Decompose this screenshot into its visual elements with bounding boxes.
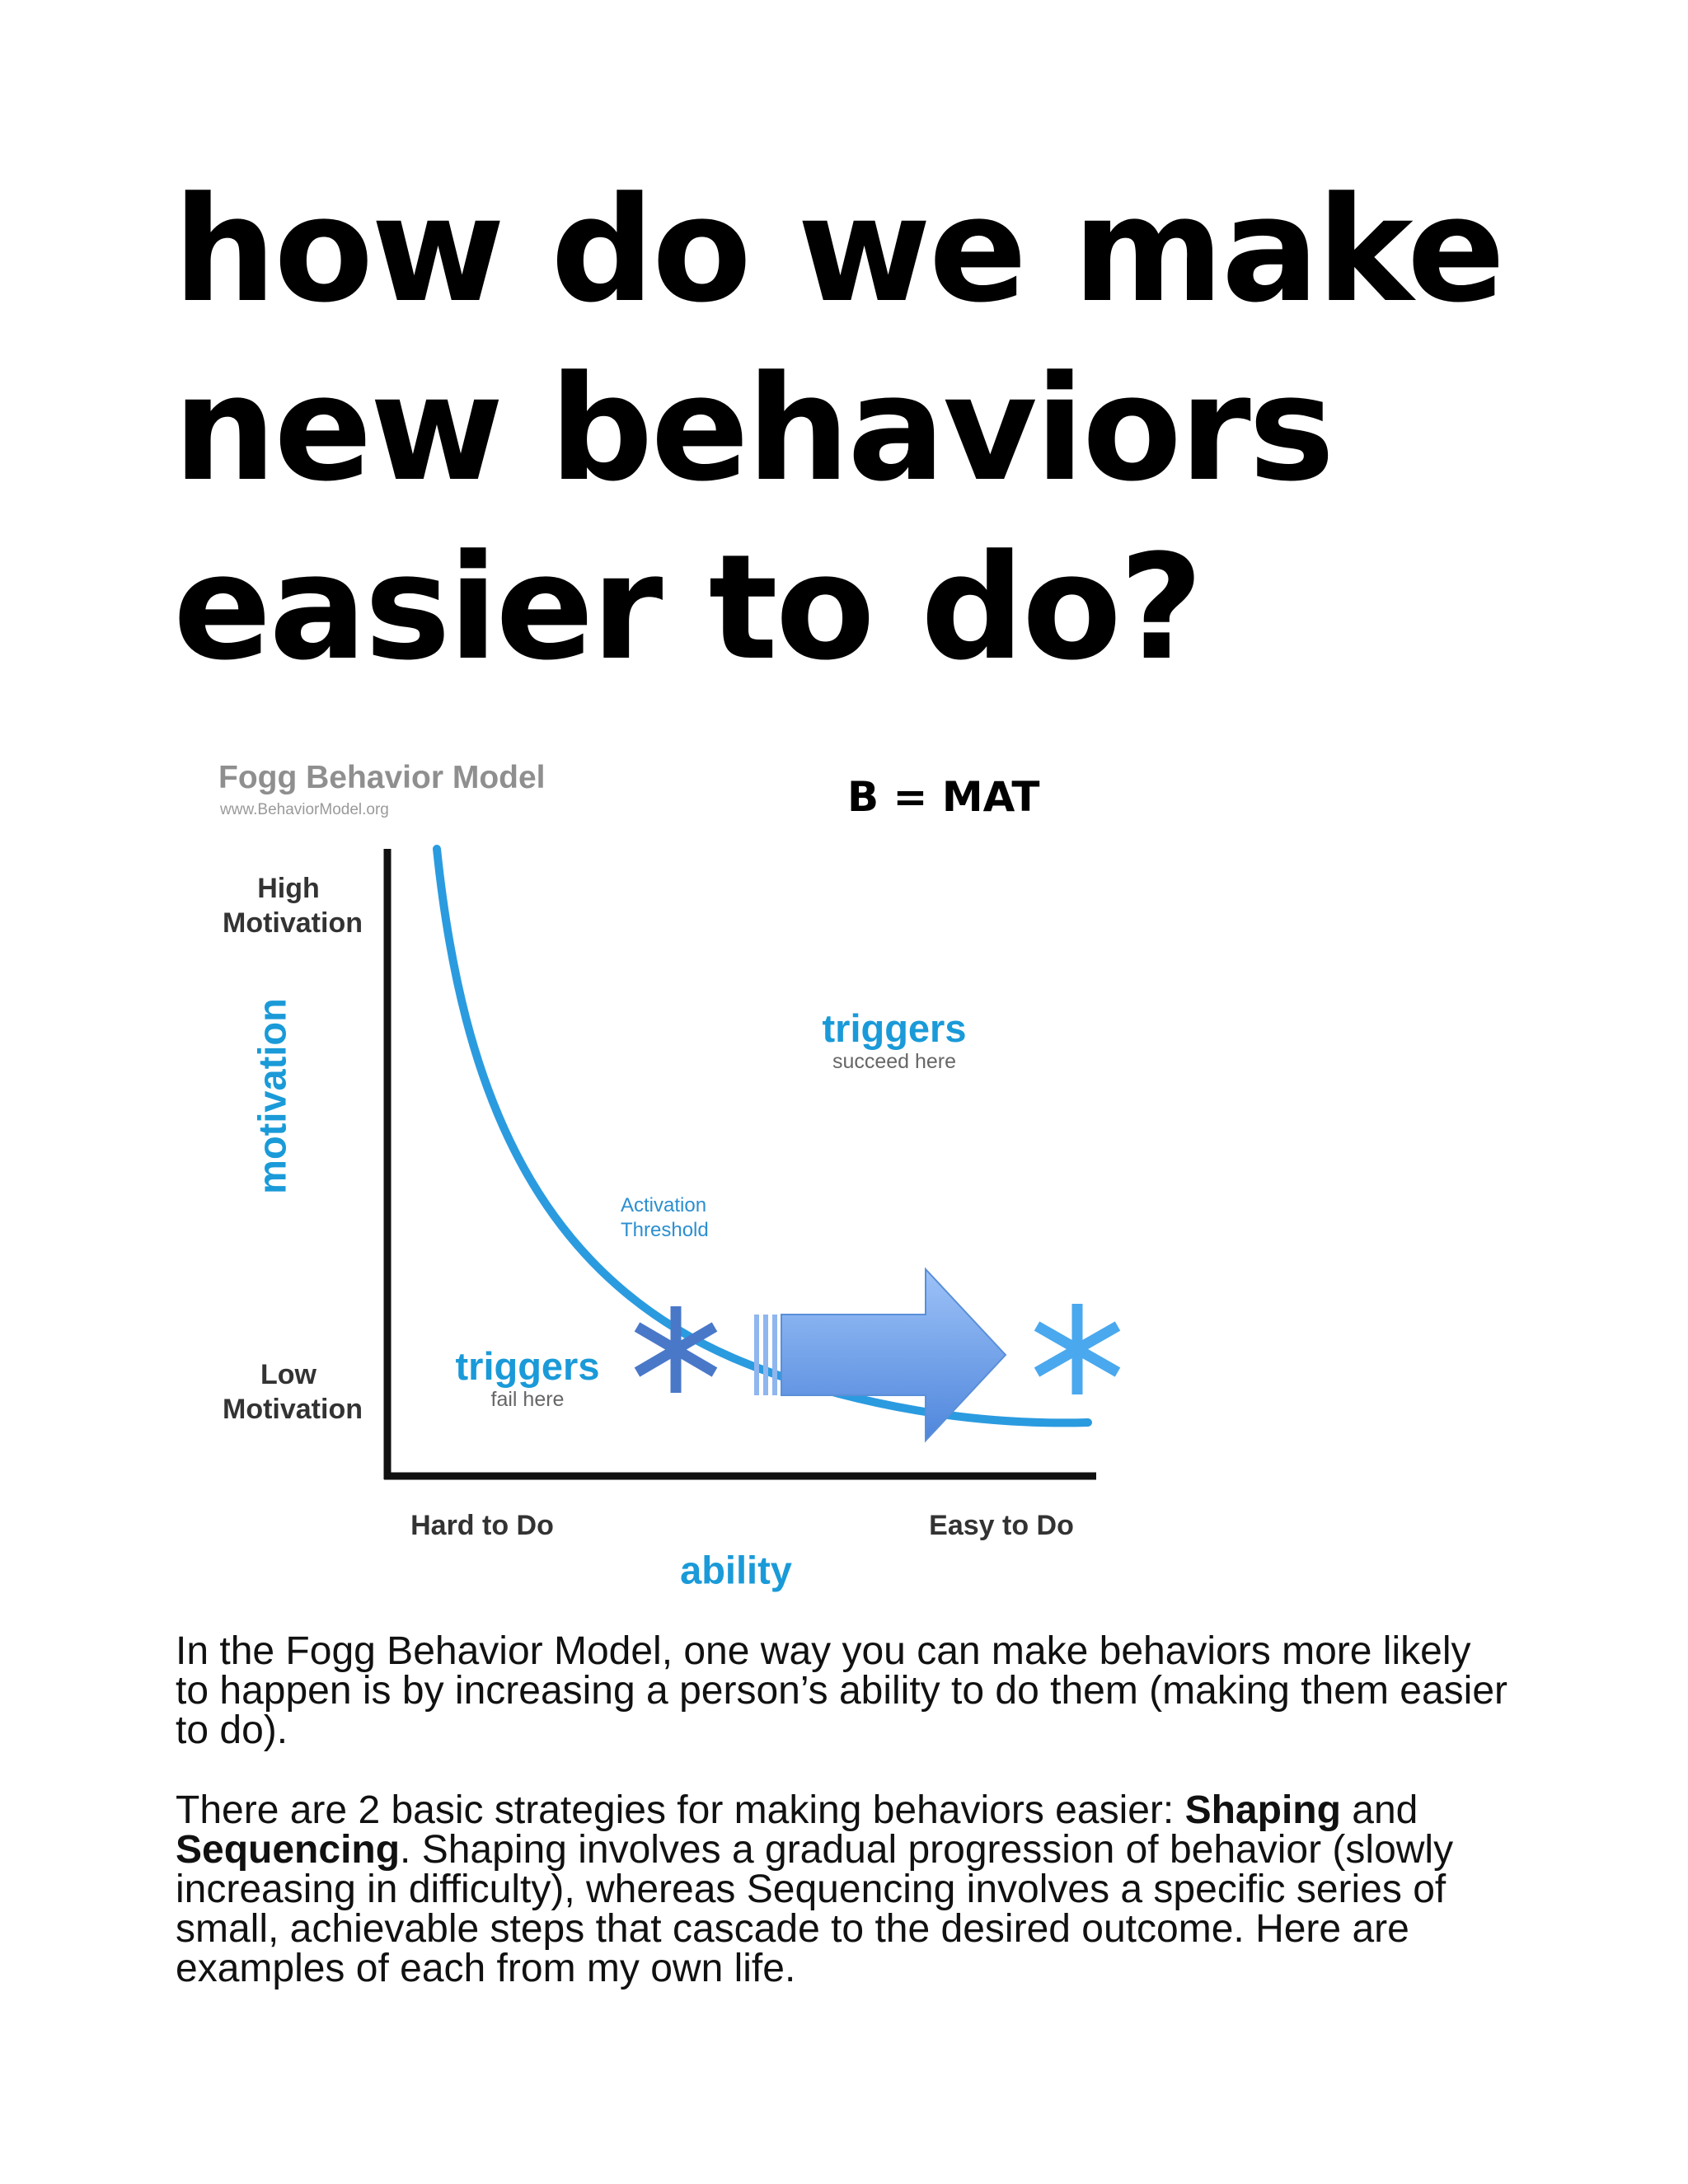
- shaping-term: Shaping: [1184, 1788, 1341, 1832]
- sequencing-term: Sequencing: [176, 1828, 401, 1872]
- asterisk-right-icon: [1037, 1304, 1118, 1394]
- formula: B = MAT: [847, 773, 1040, 821]
- x-axis-label: ability: [680, 1548, 792, 1592]
- paragraph-strategies: There are 2 basic strategies for making behaviors easier: Shaping and Sequencing. Shaping involves a gradual progression of behavior (slowly increasing in difficulty), whereas Sequencing involves a specific series of small, achievable steps that cascade to the desired outcome. Here are examples of each from my own life.: [176, 1788, 1454, 1990]
- triggers-succeed-sub: succeed here: [832, 1050, 957, 1073]
- fogg-diagram-graphic: [181, 742, 1146, 1574]
- model-url: www.BehaviorModel.org: [220, 801, 389, 818]
- paragraph-intro: In the Fogg Behavior Model, one way you can make behaviors more likely to happen is by increasing a person’s ability to do them (making them easier to do).: [176, 1629, 1507, 1752]
- fogg-behavior-model-figure: [181, 742, 1146, 1592]
- triggers-succeed-label: triggers: [822, 1006, 967, 1050]
- y-low-label: Low Motivation: [223, 1359, 363, 1425]
- triggers-fail-label: triggers: [455, 1344, 600, 1388]
- model-title: Fogg Behavior Model: [218, 760, 546, 795]
- asterisk-left-icon: [637, 1306, 715, 1393]
- title-line-1: how do we make: [173, 166, 1503, 335]
- y-axis-label: motivation: [250, 998, 294, 1194]
- triggers-fail-sub: fail here: [490, 1388, 565, 1411]
- title-line-2: new behaviors: [173, 344, 1333, 513]
- x-right-label: Easy to Do: [929, 1510, 1074, 1541]
- y-high-label: High Motivation: [223, 873, 363, 939]
- title-line-3: easier to do?: [173, 523, 1201, 692]
- page-title: [173, 161, 1503, 697]
- activation-threshold-curve: [437, 849, 1088, 1422]
- activation-threshold-label: Activation Threshold: [621, 1194, 709, 1241]
- x-left-label: Hard to Do: [410, 1510, 554, 1541]
